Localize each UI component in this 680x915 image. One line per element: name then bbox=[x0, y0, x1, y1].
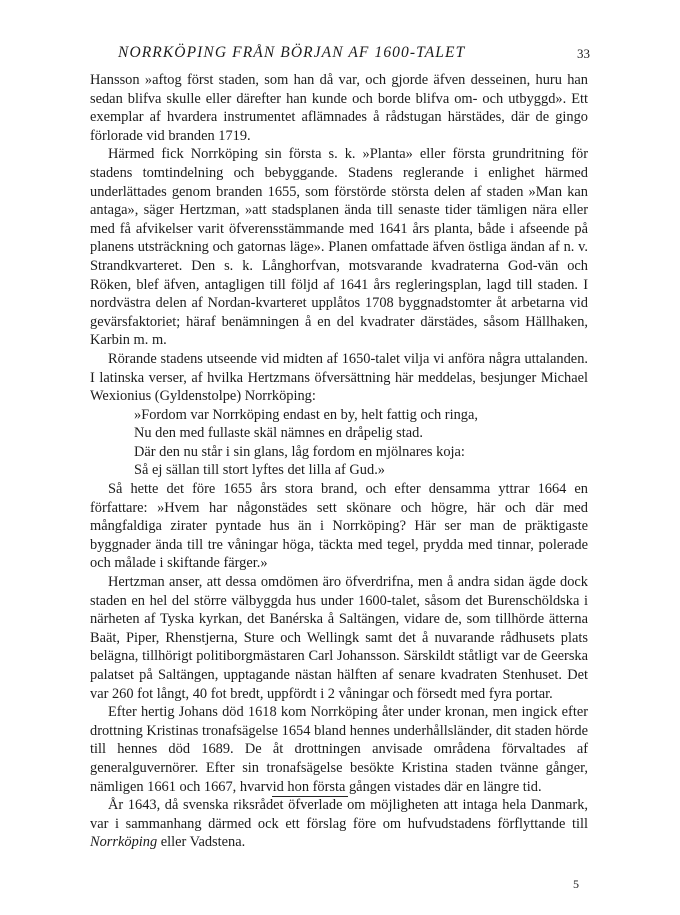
paragraph-1: Hansson »aftog först staden, som han då var, och gjorde äfven desseinen, huru han sedan blifva skulle eller därefter han kunde och borde blifva om- och utbyggd». Ett exemplar af hvardera instrumentet aflämnades å rådstugan härstädes, där de gingo förlorade vid branden 1719. bbox=[90, 72, 588, 144]
paragraph-4: Så hette det före 1655 års stora brand, och efter densamma yttrar 1664 en författare: »Hvem har någonstädes sett skönare och högre, här och där med mångfaldiga zirater pyntade hus än i Norrköping? Här ser man de präktigaste byggnader ända till tre våningar höga, täckta med tegel, prydda med tinnar, polerade och målade i skiftande färger.» bbox=[90, 481, 588, 572]
paragraph-7-text-start: År 1643, då svenska riksrådet öfverlade om möjligheten att intaga hela Danmark, var i sammanhang därmed ock ett förslag före om hufvudstadens förflyttande till bbox=[90, 797, 588, 832]
paragraph-3: Rörande stadens utseende vid midten af 1650-talet vilja vi anföra några uttalanden. I latinska verser, af hvilka Hertzmans öfversättning här meddelas, besjunger Michael Wexionius (Gyldenstolpe) Norrköping: bbox=[90, 350, 588, 405]
verse-line-1: »Fordom var Norrköping endast en by, helt fattig och ringa, bbox=[134, 406, 478, 423]
verse-line-4: Så ej sällan till stort lyftes det lilla af Gud.» bbox=[134, 462, 385, 479]
paragraph-7 bbox=[90, 796, 588, 852]
body-text bbox=[90, 71, 588, 852]
paragraph-7-text-end: eller Vadstena. bbox=[157, 834, 246, 851]
paragraph-5: Hertzman anser, att dessa omdömen äro öfverdrifna, men å andra sidan ägde dock staden en hel del större välbyggda hus under 1600-talet, såsom det Burenschöldska i närheten af Tyska kyrkan, det Banérska å Saltängen, vidare de, som tillhörde ätterna Baät, Piper, Rhenstjerna, Sture och Wellingk samt det å nuvarande rådhusets plats belägna, tillhörigt politiborgmästaren Carl Johansson. Särskildt ståtligt var de Geerska palatset på Saltängen, upptagande nästan hälften af senare kvadraten Stenhuset. Det var 260 fot långt, 40 fot bredt, uppfördt i 2 våningar och försedt med fyra portar. bbox=[90, 574, 588, 702]
section-end-rule bbox=[272, 796, 348, 797]
signature-mark: 5 bbox=[573, 877, 579, 891]
paragraph-2: Härmed fick Norrköping sin första s. k. »Planta» eller första grundritning för stadens tomtindelning och bebyggande. Stadens reglerande i enlighet härmed underlättades genom branden 1655, som förstörde största delen af staden »Man kan antaga», säger Hertzman, »att stadsplanen ända till senaste tider tämligen nära eller med få afvikelser varit öfverensstämmande med 1641 års planta, både i afseende på planens utsträckning och gatornas läge». Planen omfattade äfven östliga ändan af n. v. Strandkvarteret. Den s. k. Långhorfvan, motsvarande kvadraterna God-vän och Röken, blef äfven, antagligen till följd af 1641 års regleringsplan, lagd till staden. I nordvästra delen af Nordan-kvarteret upplåtos 1708 byggnadstomter åt arbetarna vid gevärsfaktoriet; häraf benämningen å en del kvadrater därstädes, såsom Hällhaken, Karbin m. m. bbox=[90, 146, 588, 349]
paragraph-7-italic-place: Norrköping bbox=[90, 834, 158, 851]
verse-line-3: Där den nu står i sin glans, låg fordom en mjölnares koja: bbox=[134, 443, 465, 460]
page-number: 33 bbox=[577, 46, 590, 61]
running-header bbox=[90, 44, 590, 64]
verse-line-2: Nu den med fullaste skäl nämnes en dråpelig stad. bbox=[134, 425, 423, 442]
paragraph-6: Efter hertig Johans död 1618 kom Norrköping åter under kronan, men ingick efter drottning Kristinas tronafsägelse 1654 bland hennes underhållsländer, dit staden hörde till hennes död 1689. De åt drottningen anvisade områdena förvaltades af generalguvernörer. Efter sin tronafsägelse besökte Kristina staden tvänne gånger, nämligen 1661 och 1667, hvarvid hon första gången vistades där en längre tid. bbox=[90, 704, 588, 795]
running-title: NORRKÖPING FRÅN BÖRJAN AF 1600-TALET bbox=[118, 44, 466, 61]
verse-quote bbox=[134, 406, 588, 480]
